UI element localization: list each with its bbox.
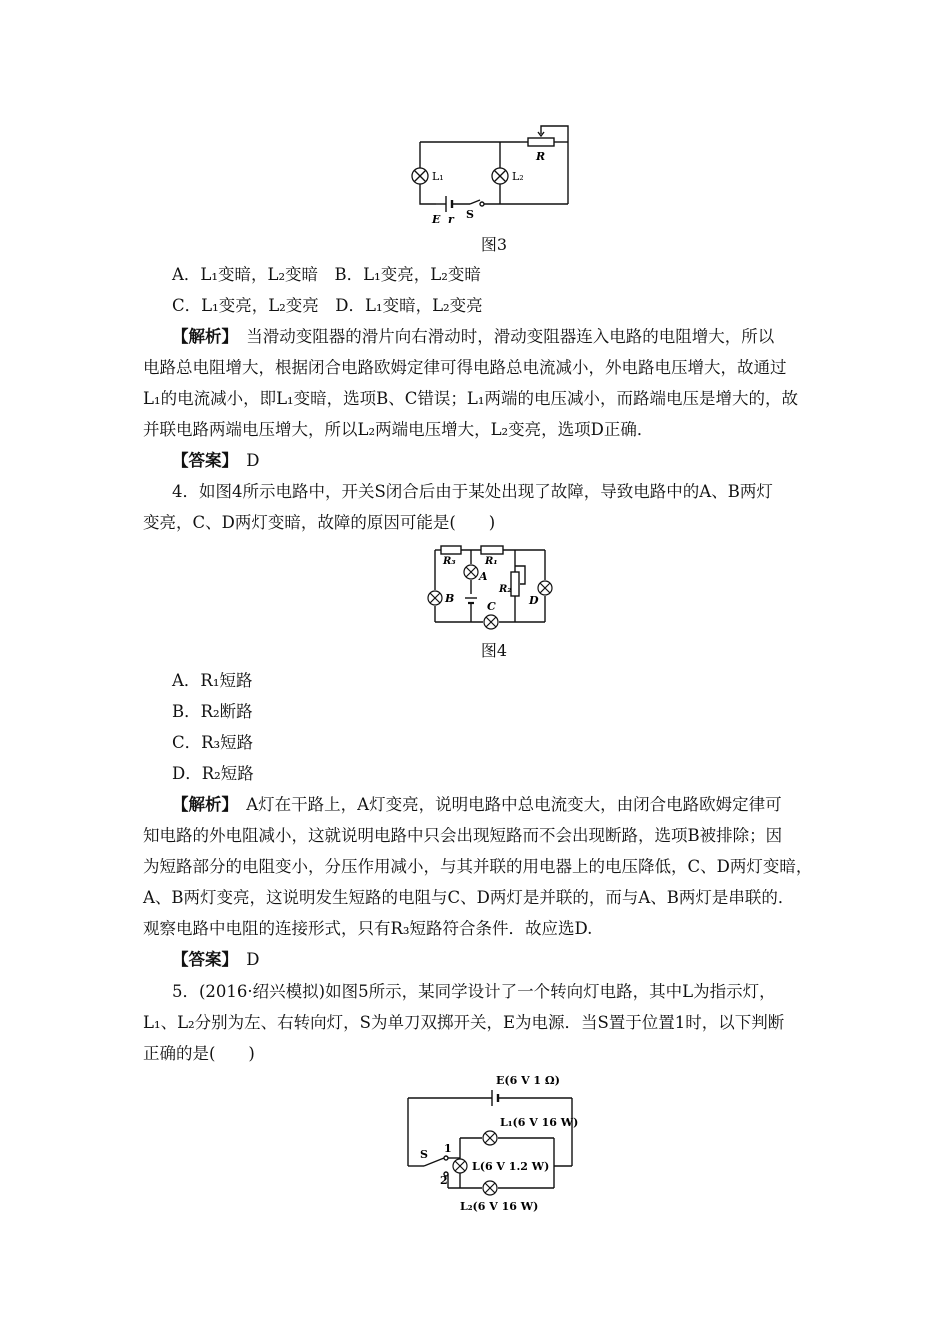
q4-answer	[172, 949, 259, 971]
q3-analysis-line2: 电路总电阻增大，根据闭合电路欧姆定律可得电路总电流减小，外电路电压增大，故通过	[143, 358, 787, 377]
label-e: E	[432, 213, 441, 226]
label-s: S	[420, 1148, 428, 1161]
label-r-internal: r	[448, 213, 454, 226]
lamp-c-icon	[484, 615, 498, 629]
figure-3-circuit	[400, 122, 590, 232]
figure-4-circuit	[425, 540, 565, 630]
label-r1: R₁	[485, 556, 498, 567]
analysis-text: 当滑动变阻器的滑片向右滑动时，滑动变阻器连入电路的电阻增大，所以	[229, 327, 775, 346]
lamp-d-icon	[538, 581, 552, 595]
label-pos2: 2	[440, 1174, 448, 1187]
lamp-l2-icon	[483, 1181, 497, 1195]
label-l2: L₂	[512, 170, 524, 183]
q3-answer	[172, 450, 259, 472]
label-a: A	[479, 570, 488, 583]
q5-stem-line1: 5．(2016·绍兴模拟)如图5所示，某同学设计了一个转向灯电路，其中L为指示灯，	[172, 982, 776, 1001]
label-r3: R₃	[443, 556, 456, 567]
analysis-tag: 【解析】	[172, 795, 230, 814]
label-s: S	[466, 208, 474, 221]
q3-options-line1: A．L₁变暗，L₂变暗 B．L₁变亮，L₂变暗	[172, 265, 481, 284]
q4-analysis-line2: 知电路的外电阻减小，这就说明电路中只会出现短路而不会出现断路，选项B被排除；因	[143, 826, 783, 845]
label-b: B	[445, 592, 455, 605]
label-l1: L₁	[432, 170, 444, 183]
answer-text: D	[229, 950, 260, 969]
lamp-b-icon	[428, 591, 442, 605]
lamp-a-icon	[464, 565, 478, 579]
label-d: D	[529, 594, 539, 607]
label-pos1: 1	[444, 1142, 452, 1155]
q4-option-b: B．R₂断路	[172, 702, 253, 721]
figure-5-circuit	[400, 1070, 590, 1220]
label-r2: R₂	[499, 584, 512, 595]
label-e: E(6 V 1 Ω)	[496, 1074, 560, 1087]
lamp-l1-icon	[412, 168, 428, 184]
lamp-l2-icon	[492, 168, 508, 184]
label-c: C	[487, 600, 496, 613]
q4-option-a: A．R₁短路	[172, 671, 253, 690]
lamp-l-icon	[453, 1159, 467, 1173]
answer-tag: 【答案】	[172, 950, 230, 969]
label-r: R	[536, 150, 546, 163]
q4-analysis-line5: 观察电路中电阻的连接形式，只有R₃短路符合条件．故应选D.	[143, 919, 593, 938]
q5-stem-line3: 正确的是( )	[143, 1044, 255, 1063]
q4-option-d: D．R₂短路	[172, 764, 254, 783]
figure-3-caption: 图3	[480, 235, 508, 254]
lamp-l1-icon	[483, 1131, 497, 1145]
q4-option-c: C．R₃短路	[172, 733, 254, 752]
q5-stem-line2: L₁、L₂分别为左、右转向灯，S为单刀双掷开关，E为电源．当S置于位置1时，以下判断	[143, 1013, 785, 1032]
analysis-text: A灯在干路上，A灯变亮，说明电路中总电流变大，由闭合电路欧姆定律可	[229, 795, 782, 814]
q4-stem-line2: 变亮，C、D两灯变暗，故障的原因可能是( )	[143, 513, 496, 532]
answer-tag: 【答案】	[172, 451, 230, 470]
analysis-tag: 【解析】	[172, 327, 230, 346]
q3-analysis-line1	[172, 326, 774, 348]
figure-4-caption: 图4	[480, 641, 508, 660]
q4-analysis-line3: 为短路部分的电阻变小，分压作用减小，与其并联的用电器上的电压降低，C、D两灯变暗，	[143, 857, 813, 876]
q3-options-line2: C．L₁变亮，L₂变亮 D．L₁变暗，L₂变亮	[172, 296, 483, 315]
q4-analysis-line1	[172, 794, 782, 816]
answer-text: D	[229, 451, 260, 470]
label-l: L(6 V 1.2 W)	[472, 1160, 550, 1173]
q4-analysis-line4: A、B两灯变亮，这说明发生短路的电阻与C、D两灯是并联的，而与A、B两灯是串联的．	[143, 888, 795, 907]
q3-analysis-line3: L₁的电流减小，即L₁变暗，选项B、C错误；L₁两端的电压减小，而路端电压是增大的，故	[143, 389, 798, 408]
q4-stem-line1: 4．如图4所示电路中，开关S闭合后由于某处出现了故障，导致电路中的A、B两灯	[172, 482, 773, 501]
q3-analysis-line4: 并联电路两端电压增大，所以L₂两端电压增大，L₂变亮，选项D正确．	[143, 420, 654, 439]
label-l1: L₁(6 V 16 W)	[500, 1116, 579, 1129]
label-l2: L₂(6 V 16 W)	[460, 1200, 539, 1213]
